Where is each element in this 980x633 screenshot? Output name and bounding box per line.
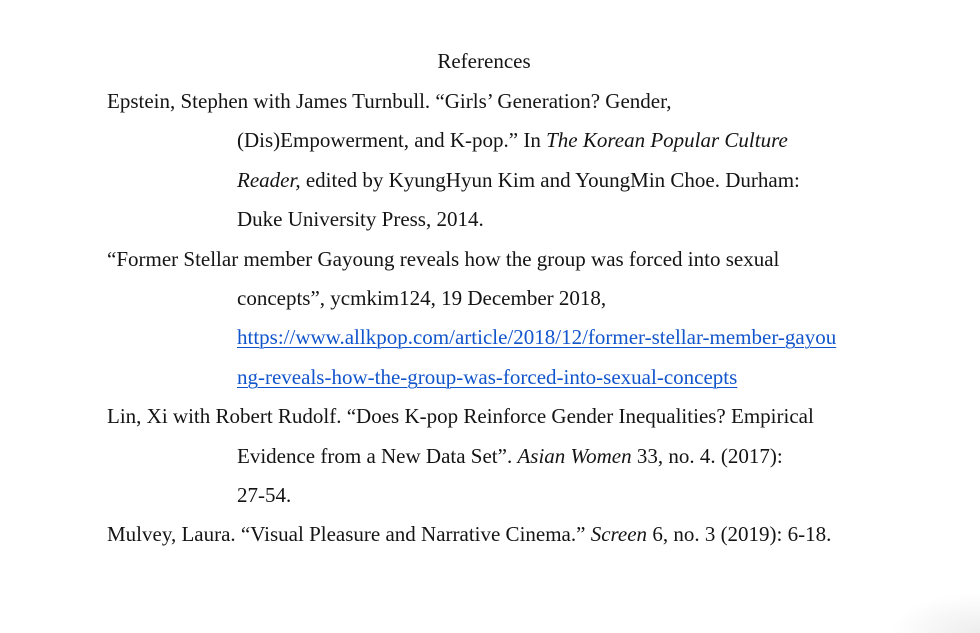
italic-title-text: Asian Women: [517, 444, 632, 468]
reference-1-line-1: [107, 89, 672, 113]
reference-3-line-2: [237, 444, 783, 468]
reference-2-line-4: [237, 365, 737, 389]
italic-title-text: Screen: [590, 522, 648, 546]
reference-text: 27-54.: [237, 483, 292, 507]
reference-1-line-2: [237, 128, 788, 152]
reference-text: 6, no. 3 (2019): 6-18.: [647, 522, 832, 546]
references-heading: References: [437, 49, 531, 73]
reference-text: 33, no. 4. (2017):: [631, 444, 783, 468]
reference-2-line-1: [107, 247, 779, 271]
reference-1-line-3: [237, 168, 800, 192]
reference-2-line-2: [237, 286, 606, 310]
reference-url-link[interactable]: ng-reveals-how-the-group-was-forced-into-sexual-concepts: [237, 365, 738, 389]
reference-4-line-1: [107, 522, 831, 546]
reference-text: concepts”, ycmkim124, 19 December 2018,: [237, 286, 607, 310]
reference-text: Epstein, Stephen with James Turnbull. “Girls’ Generation? Gender,: [107, 89, 672, 113]
reference-text: Mulvey, Laura. “Visual Pleasure and Narrative Cinema.”: [107, 522, 591, 546]
reference-2-line-3: [237, 325, 836, 349]
italic-title-text: The Korean Popular Culture: [546, 128, 788, 152]
reference-text: Duke University Press, 2014.: [237, 207, 484, 231]
reference-text: Lin, Xi with Robert Rudolf. “Does K-pop Reinforce Gender Inequalities? Empirical: [107, 404, 814, 428]
reference-text: Evidence from a New Data Set”.: [237, 444, 518, 468]
reference-url-link[interactable]: https://www.allkpop.com/article/2018/12/former-stellar-member-gayou: [237, 325, 837, 349]
reference-1-line-4: [237, 207, 484, 231]
reference-text: (Dis)Empowerment, and K-pop.” In: [237, 128, 547, 152]
page-corner-shadow: [890, 593, 980, 633]
italic-title-text: Reader,: [237, 168, 301, 192]
reference-text: “Former Stellar member Gayoung reveals how the group was forced into sexual: [107, 247, 780, 271]
reference-text: edited by KyungHyun Kim and YoungMin Choe. Durham:: [300, 168, 800, 192]
reference-3-line-3: [237, 483, 291, 507]
reference-3-line-1: [107, 404, 814, 428]
